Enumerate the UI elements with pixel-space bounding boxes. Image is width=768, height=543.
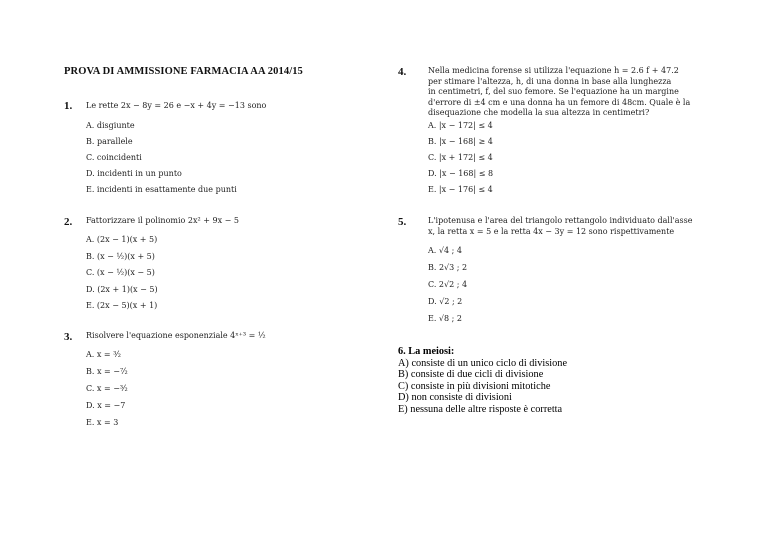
question-4-option-e: E. |x − 176| ≤ 4 xyxy=(428,185,493,194)
question-2-text: Fattorizzare il polinomio 2x² + 9x − 5 xyxy=(86,216,239,225)
question-1-number: 1. xyxy=(64,100,73,112)
question-5-text-line: L'ipotenusa e l'area del triangolo rettangolo individuato dall'asse xyxy=(428,216,693,225)
question-5-option-b: B. 2√3 ; 2 xyxy=(428,263,468,272)
question-4-text-line: disequazione che modella la sua altezza in centimetri? xyxy=(428,108,650,118)
page-title: PROVA DI AMMISSIONE FARMACIA AA 2014/15 xyxy=(64,66,303,77)
question-5-number: 5. xyxy=(398,216,407,228)
question-1-option-d: D. incidenti in un punto xyxy=(86,169,182,178)
question-6-option-c: C) consiste in più divisioni mitotiche xyxy=(398,380,551,392)
question-4-text-line: Nella medicina forense si utilizza l'equazione h = 2.6 f + 47.2 xyxy=(428,66,679,75)
question-3-option-b: B. x = −⁷⁄₂ xyxy=(86,367,128,376)
question-6 xyxy=(398,346,567,416)
question-1-text: Le rette 2x − 8y = 26 e −x + 4y = −13 sono xyxy=(86,101,267,110)
question-4-option-d: D. |x − 168| ≤ 8 xyxy=(428,169,494,178)
question-5-text xyxy=(428,216,692,237)
question-4-option-b: B. |x − 168| ≥ 4 xyxy=(428,137,493,146)
question-3-option-c: C. x = −³⁄₂ xyxy=(86,384,128,393)
question-3-option-e: E. x = 3 xyxy=(86,418,119,427)
question-6-option-a: A) consiste di un unico ciclo di divisione xyxy=(398,357,568,369)
question-6-option-d: D) non consiste di divisioni xyxy=(398,392,512,404)
question-4-number: 4. xyxy=(398,66,407,78)
question-3-number: 3. xyxy=(64,331,73,343)
question-2-number: 2. xyxy=(64,216,73,228)
question-5-option-a: A. √4 ; 4 xyxy=(428,246,462,255)
question-2-option-b: B. (x − ½)(x + 5) xyxy=(86,252,155,261)
question-3-option-a: A. x = ³⁄₂ xyxy=(86,350,121,359)
question-3-text: Risolvere l'equazione esponenziale 4ˣ⁺³ = ½ xyxy=(86,331,266,340)
question-1-option-e: E. incidenti in esattamente due punti xyxy=(86,185,237,194)
question-4-option-c: C. |x + 172| ≤ 4 xyxy=(428,153,493,162)
question-6-title: 6. La meiosi: xyxy=(398,346,455,357)
question-6-option-e: E) nessuna delle altre risposte è corretta xyxy=(398,403,563,415)
question-2-option-e: E. (2x − 5)(x + 1) xyxy=(86,301,158,310)
question-4-option-a: A. |x − 172| ≤ 4 xyxy=(428,121,493,130)
question-4-text-line: per stimare l'altezza, h, di una donna in base alla lunghezza xyxy=(428,76,672,86)
question-2-option-c: C. (x − ½)(x − 5) xyxy=(86,268,155,277)
question-5-option-c: C. 2√2 ; 4 xyxy=(428,280,468,289)
question-3-option-d: D. x = −7 xyxy=(86,401,126,410)
question-4-text-line: d'errore di ±4 cm e una donna ha un femore di 48cm. Quale è la xyxy=(428,97,691,107)
question-1-option-a: A. disgiunte xyxy=(86,121,135,130)
question-4-text-line: in centimetri, f, del suo femore. Se l'equazione ha un margine xyxy=(428,87,679,97)
question-1-option-b: B. parallele xyxy=(86,137,133,146)
question-2-option-d: D. (2x + 1)(x − 5) xyxy=(86,285,158,294)
question-5-option-d: D. √2 ; 2 xyxy=(428,297,463,306)
question-5-text-line: x, la retta x = 5 e la retta 4x − 3y = 12 sono rispettivamente xyxy=(428,226,675,236)
question-1-option-c: C. coincidenti xyxy=(86,153,142,162)
question-5-option-e: E. √8 ; 2 xyxy=(428,314,462,323)
question-2-option-a: A. (2x − 1)(x + 5) xyxy=(86,235,158,244)
question-6-option-b: B) consiste di due cicli di divisione xyxy=(398,369,544,381)
question-4-text xyxy=(428,66,690,119)
